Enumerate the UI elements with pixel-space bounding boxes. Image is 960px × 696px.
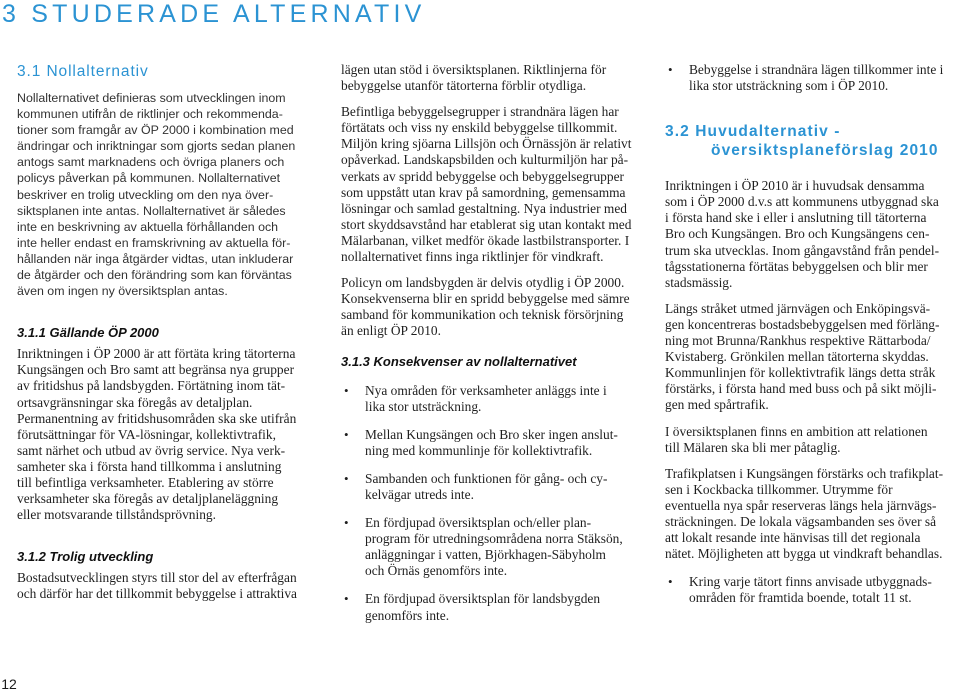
heading-3-1-3: 3.1.3 Konsekvenser av nollalternativet [341,353,577,369]
heading-3-1-1: 3.1.1 Gällande ÖP 2000 [17,325,159,341]
heading-3-1-2: 3.1.2 Trolig utveckling [17,549,154,565]
main-alternative-list [665,574,957,606]
paragraph-railway-corridor: Längs stråket utmed järnvägen och Enköpingsvä- gen koncentreras bostadsbebyggelsen med förläng- ning mot Brunna/Rankhus respektive Rättarboda/ Kvistaberg. Grönkilen mellan tätorterna skyddas. Kommunlinjen för kollektivtrafik längs detta stråk förstärks, i första hand med buss och på sikt möjli- gen med spårtrafik. [665,300,940,413]
paragraph-3-1-1: Inriktningen i ÖP 2000 är att förtäta kring tätorterna Kungsängen och Bro samt att begränsa nya grupper av fritidshus på landsbygden. Förtätning inom tät- ortsavgränsningar ska föregås av detaljplan. Permanentning av fritidshusområden ska ske utifrån förutsättningar för VA-lösningar, kollektivtrafik, samt närhet och utbud av övrig service. Nya verk- samheter ska i första hand tillkomma i anslutning till befintliga verksamheter. Etablering av större verksamheter ska föregås av detaljplaneläggning eller motsvarande tillståndsprövning. [17,346,297,523]
consequences-list [341,383,633,624]
chapter-title: 3 STUDERADE ALTERNATIV [2,0,426,28]
column-middle [341,62,633,636]
heading-3-1: 3.1 Nollalternativ [17,63,149,80]
consequences-list-continued [665,62,957,94]
paragraph-malaren: I översiktsplanen finns en ambition att relationen till Mälaren ska bli mer påtaglig. [665,423,928,455]
list-item: • En fördjupad översiktsplan och/eller plan- program för utredningsområdena norra Stäksön, anläggningar i vatten, Björkhagen-Säbyholm och Örnäs genomförs inte. [341,515,633,579]
list-item: • Kring varje tätort finns anvisade utbyggnads- områden för framtida boende, totalt 11 st. [665,574,957,606]
paragraph-settlement: Befintliga bebyggelsegrupper i strandnära lägen har förtätats och viss ny enskild bebyggelse tillkommit. Miljön kring sjöarna Lillsjön och Örnässjön är relativt opåverkad. Landskapsbilden och kulturmiljön har på- verkats av spridd bebyggelse och bebyggelsegrupper som uppstått utan krav på samordning, gemensamma lösningar och samlad gestaltning. Nya industrier med stort skyddsavstånd har etablerat sig utan kontakt med Mälarbanan, vilket medför ökade lastbilstransporter. I nollalternativet finns inga riktlinjer för vindkraft. [341,104,632,265]
column-right [665,62,957,618]
paragraph-continued: lägen utan stöd i översiktsplanen. Riktlinjerna för bebyggelse utanför tätorterna förblir otydliga. [341,62,607,94]
paragraph-main-alternative: Inriktningen i ÖP 2010 är i huvudsak densamma som i ÖP 2000 d.v.s att kommunens utbyggnad ska i första hand ske i eller i anslutning till tätorterna Bro och Kungsängen. Bro och Kungsängens cen- trum ska utvecklas. Inom gångavstånd från pendel- tågsstationerna förtätas bebyggelsen och blir mer stadsmässig. [665,178,940,290]
paragraph-policy: Policyn om landsbygden är delvis otydlig i ÖP 2000. Konsekvenserna blir en spridd bebyggelse med sämre samband för kommunikation och teknisk försörjning än enligt ÖP 2010. [341,275,630,339]
paragraph-3-1-2: Bostadsutvecklingen styrs till stor del av efterfrågan och därför har det tillkommit bebyggelse i attraktiva [17,570,298,602]
page-number: 12 [1,676,17,692]
paragraph-traffic: Trafikplatsen i Kungsängen förstärks och trafikplat- sen i Kockbacka tillkommer. Utrymme för eventuella nya spår reserveras längs hela järnvägs- sträckningen. De lokala vägsambanden ses över så att lokalt resande inte hänvisas till det regionala nätet. Möjligheten att bygga ut vindkraft behandlas. [665,465,944,562]
list-item: • Sambanden och funktionen för gång- och cy- kelvägar utreds inte. [341,471,633,503]
list-item: • Bebyggelse i strandnära lägen tillkommer inte i lika stor utsträckning som i ÖP 2010. [665,62,957,94]
list-item: • En fördjupad översiktsplan för landsbygden genomförs inte. [341,591,633,623]
heading-3-2: 3.2 Huvudalternativ - översiktsplaneförslag 2010 [665,123,939,160]
intro-paragraph: Nollalternativet definieras som utvecklingen inom kommunen utifrån de riktlinjer och rekommenda- tioner som framgår av ÖP 2000 i kombination med ändringar och inriktningar som gjorts sedan planen antogs samt marknadens och övriga planers och policys påverkan på kommunen. Nollalternativet beskriver en trolig utveckling om den nya över- siktsplanen inte antas. Nollalternativet är således inte en beskrivning av aktuella förhållanden och inte heller endast en framskrivning av aktuella för- hållanden när inga åtgärder vidtas, utan inkluderar de åtgärder och den förändring som kan förväntas även om ingen ny översiktsplan antas. [17,91,296,299]
column-left [17,62,309,602]
list-item: • Mellan Kungsängen och Bro sker ingen anslut- ning med kommunlinje för kollektivtrafik. [341,427,633,459]
list-item: • Nya områden för verksamheter anläggs inte i lika stor utsträckning. [341,383,633,415]
